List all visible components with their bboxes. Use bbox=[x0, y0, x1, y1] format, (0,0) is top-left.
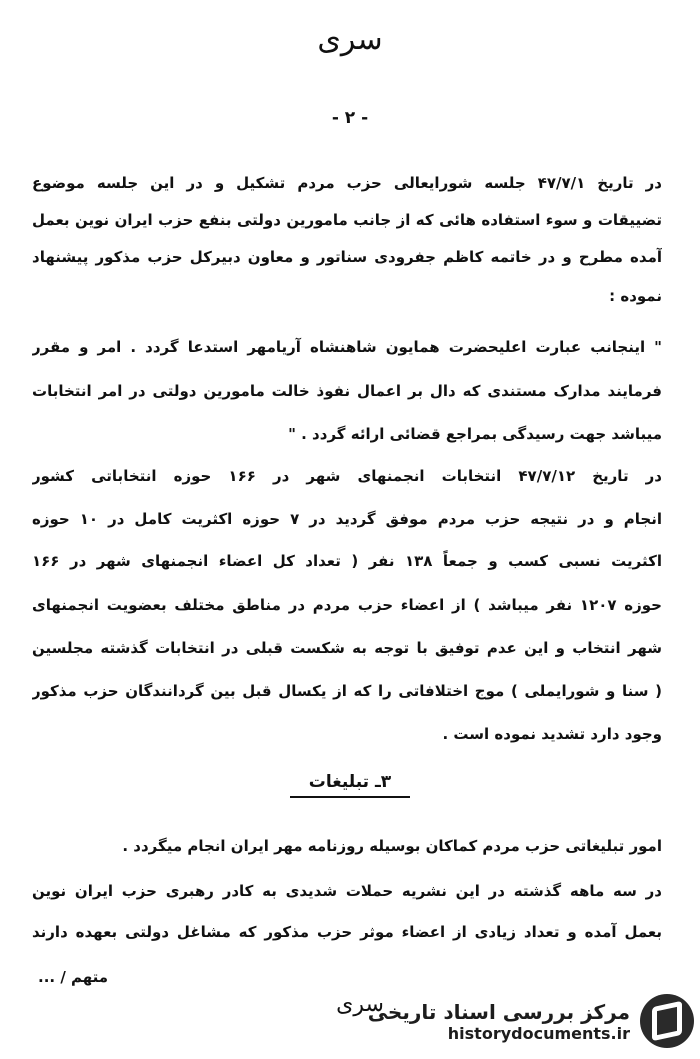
body-line-1: در تاریخ ۴۷/۷/۱ جلسه شورایعالی حزب مردم تشکیل و در این جلسه موضوع bbox=[32, 174, 662, 192]
body-line-14: وجود دارد تشدید نموده است . bbox=[442, 725, 662, 743]
continuation-note: متهم / ... bbox=[38, 968, 109, 986]
watermark-name: مرکز بررسی اسناد تاریخی bbox=[367, 999, 630, 1024]
body-line-16: در سه ماهه گذشته در این نشریه حملات شدیدی به کادر رهبری حزب ایران نوین bbox=[32, 882, 662, 900]
page-number: - ۲ - bbox=[331, 108, 369, 128]
body-line-2: تضییقات و سوء استفاده هائی که از جانب مامورین دولتی بنفع حزب ایران نوین بعمل bbox=[32, 211, 662, 229]
body-line-9: انجام و در نتیجه حزب مردم موفق گردید در ۷ حوزه اکثریت کامل در ۱۰ حوزه bbox=[32, 510, 662, 528]
body-line-7: میباشد جهت رسیدگی بمراجع قضائی ارائه گردد . " bbox=[288, 425, 662, 443]
body-line-11: حوزه ۱۲۰۷ نفر میباشد ) از اعضاء حزب مردم در مناطق مختلف بعضویت انجمنهای bbox=[32, 596, 662, 614]
document-archive-logo-icon bbox=[640, 994, 694, 1048]
section-heading bbox=[0, 772, 700, 798]
body-line-13: ( سنا و شورایملی ) موج اختلافاتی را که از یکسال قبل بین گردانندگان حزب مذکور bbox=[32, 682, 662, 700]
section-heading-underline bbox=[290, 796, 410, 798]
body-line-17: بعمل آمده و تعداد زیادی از اعضاء موثر حزب مذکور که مشاغل دولتی بعهده دارند bbox=[32, 923, 662, 941]
body-line-6: فرمایند مدارک مستندی که دال بر اعمال نفوذ خالت مامورین دولتی در امر انتخابات bbox=[32, 382, 662, 400]
body-line-15: امور تبلیغاتی حزب مردم کماکان بوسیله روزنامه مهر ایران انجام میگردد . bbox=[122, 837, 662, 855]
watermark-text bbox=[368, 1000, 630, 1043]
classification-mark-top: سری bbox=[317, 22, 383, 57]
watermark bbox=[314, 990, 694, 1052]
body-line-5: " اینجانب عبارت اعلیحضرت همایون شاهنشاه آریامهر استدعا گردد . امر و مقرر bbox=[32, 338, 662, 356]
watermark-site: historydocuments.ir bbox=[447, 1023, 630, 1043]
body-line-8: در تاریخ ۴۷/۷/۱۲ انتخابات انجمنهای شهر در ۱۶۶ حوزه انتخاباتی کشور bbox=[32, 467, 662, 485]
body-line-12: شهر انتخاب و این عدم توفیق با توجه به شکست قبلی در انتخابات گذشته مجلسین bbox=[32, 639, 662, 657]
classification-mark-bottom: سری bbox=[336, 992, 384, 1017]
body-line-10: اکثریت نسبی کسب و جمعاً ۱۳۸ نفر ( تعداد کل اعضاء انجمنهای شهر در ۱۶۶ bbox=[32, 552, 662, 570]
body-line-3: آمده مطرح و در خاتمه کاظم جفرودی سناتور و معاون دبیرکل حزب مذکور پیشنهاد bbox=[32, 248, 662, 266]
body-line-4: نموده : bbox=[609, 287, 662, 305]
section-heading-text: ۳ـ تبلیغات bbox=[308, 772, 392, 792]
